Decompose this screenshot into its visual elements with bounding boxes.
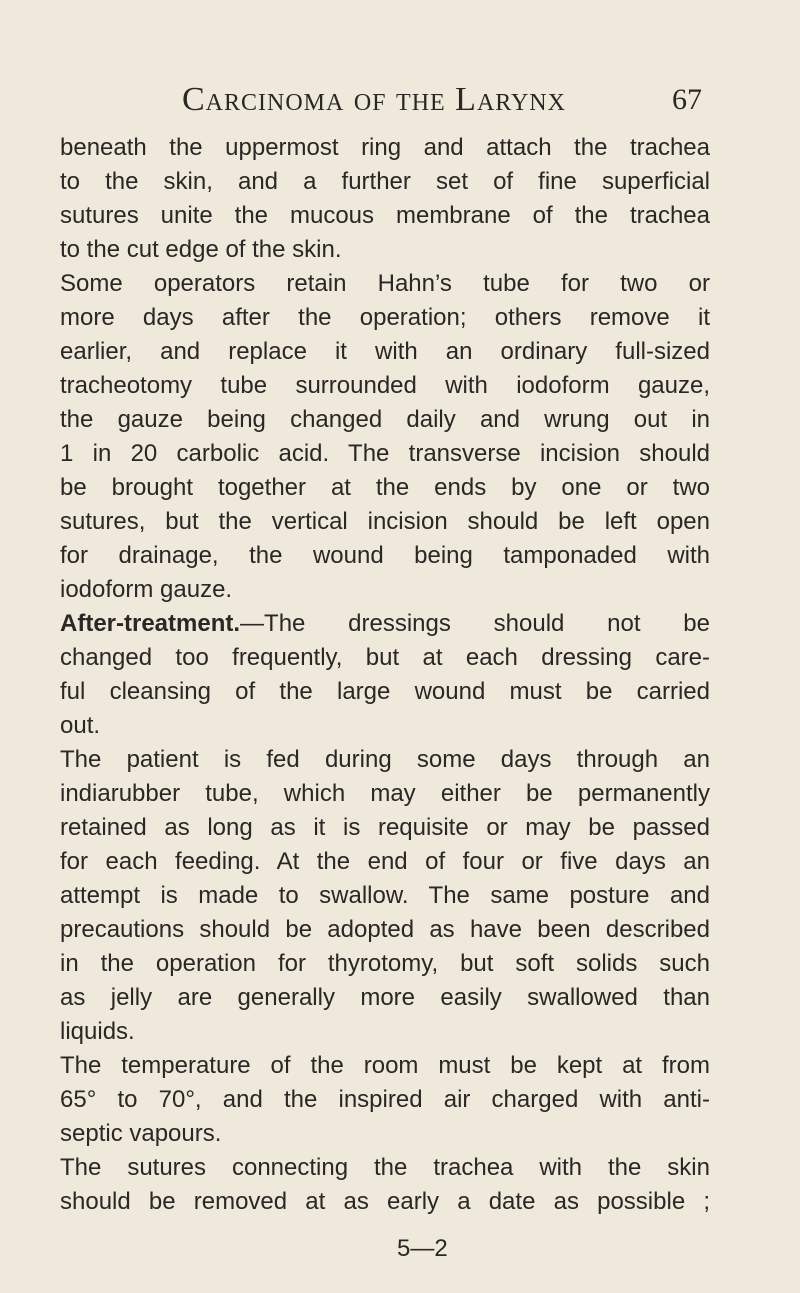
page-number: 67 [672, 83, 702, 116]
text-line: beneath the uppermost ring and attach the trachea [60, 134, 710, 161]
text-line: attempt is made to swallow. The same posture and [60, 882, 710, 909]
body-text [60, 131, 710, 1219]
text-line: in the operation for thyrotomy, but soft solids such [60, 950, 710, 977]
text-line: should be removed at as early a date as possible ; [60, 1188, 710, 1215]
text-line: out. [60, 712, 101, 739]
text-line: iodoform gauze. [60, 576, 233, 603]
text-line: 1 in 20 carbolic acid. The transverse incision should [60, 440, 710, 467]
signature-mark: 5—2 [397, 1235, 448, 1262]
text-line: ful cleansing of the large wound must be carried [60, 678, 710, 705]
text-line: sutures unite the mucous membrane of the trachea [60, 202, 710, 229]
text-line: liquids. [60, 1018, 135, 1045]
text-line: The patient is fed during some days through an [60, 746, 710, 773]
text-run: —The dressings should not be [240, 610, 710, 637]
section-heading: After-treatment. [60, 610, 241, 637]
text-line: The sutures connecting the trachea with the skin [60, 1154, 710, 1181]
text-line: more days after the operation; others remove it [60, 304, 710, 331]
running-title: Carcinoma of the Larynx [182, 81, 566, 118]
text-line: Some operators retain Hahn’s tube for two or [60, 270, 710, 297]
text-line [60, 607, 710, 641]
text-line: for each feeding. At the end of four or five days an [60, 848, 710, 875]
text-line: earlier, and replace it with an ordinary full-sized [60, 338, 710, 365]
text-line: tracheotomy tube surrounded with iodoform gauze, [60, 372, 710, 399]
text-line: to the skin, and a further set of fine superficial [60, 168, 710, 195]
text-line: the gauze being changed daily and wrung out in [60, 406, 710, 433]
text-line: for drainage, the wound being tamponaded with [60, 542, 710, 569]
text-line: be brought together at the ends by one or two [60, 474, 710, 501]
text-line: The temperature of the room must be kept at from [60, 1052, 710, 1079]
running-head [60, 78, 710, 122]
text-line: sutures, but the vertical incision should be left open [60, 508, 710, 535]
text-line: indiarubber tube, which may either be permanently [60, 780, 710, 807]
text-line: as jelly are generally more easily swallowed than [60, 984, 710, 1011]
text-line: precautions should be adopted as have been described [60, 916, 710, 943]
text-line: to the cut edge of the skin. [60, 236, 342, 263]
text-line: 65° to 70°, and the inspired air charged with anti- [60, 1086, 710, 1113]
text-line: changed too frequently, but at each dressing care- [60, 644, 710, 671]
text-line: septic vapours. [60, 1120, 222, 1147]
text-line: retained as long as it is requisite or may be passed [60, 814, 710, 841]
